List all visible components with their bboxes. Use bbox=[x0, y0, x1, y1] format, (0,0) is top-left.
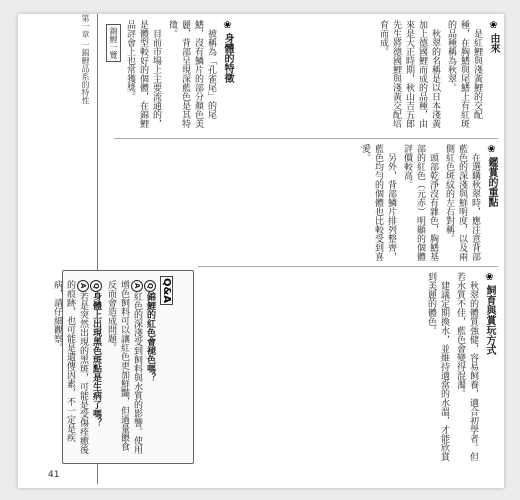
origin-para-2: 秋翠的名稱是以日本淺黃加上德國鯉而成的品種，由來是大正時期，秋山吉五郎先生將德國鯉與淺黃交配培育而成。 bbox=[378, 20, 440, 128]
section-heading-origin bbox=[487, 20, 500, 132]
section-body-features bbox=[118, 20, 234, 132]
band-divider-1 bbox=[114, 138, 498, 139]
qa-answer-1-text: 紅色的深淺受到飼料與水質的影響。使用增色飼料可以讓紅色更加鮮豔，但過量餵食反而會造成問題。 bbox=[106, 280, 142, 454]
flower-bullet-icon: ❀ bbox=[488, 20, 499, 31]
appreciation-para-1: 在選購秋翠時，應注意背部藍色的深淺與鮮明度，以及兩側紅色斑紋的左右對稱。 bbox=[444, 144, 480, 261]
origin-heading-text: 由來 bbox=[488, 33, 499, 53]
band-divider-2 bbox=[198, 266, 498, 267]
qa-question-1 bbox=[143, 280, 156, 458]
qa-title: Q&A bbox=[161, 278, 172, 303]
care-para-1: 秋翠的體質強健，容易飼養，適合初學者。但若水質不佳，藍色會變得混濁。 bbox=[455, 272, 478, 461]
appreciation-para-2: 頭部乾淨沒有雜色，胸鰭基部的紅色（元赤）明顯的個體評價較高。 bbox=[402, 144, 438, 261]
section-heading-appreciation bbox=[485, 144, 498, 262]
flower-bullet-icon: ❀ bbox=[222, 20, 233, 31]
care-heading-text: 飼育與賞玩方式 bbox=[484, 285, 495, 355]
body-heading-text: 身體的特徵 bbox=[222, 33, 233, 83]
question-badge-icon: Q bbox=[144, 280, 156, 292]
question-badge-icon: Q bbox=[90, 280, 102, 292]
section-origin bbox=[374, 20, 500, 132]
qa-answer-2 bbox=[50, 280, 89, 458]
appreciation-heading-text: 鑑賞的重點 bbox=[486, 157, 497, 207]
section-appreciation bbox=[118, 144, 498, 262]
book-page bbox=[18, 14, 504, 488]
qa-question-2 bbox=[89, 280, 102, 458]
qa-answer-2-text: 若是突然出現的黑斑，可能是受傷痊癒後的痕跡，也可能是遺傳因素，不一定是疾病，請仔細觀察。 bbox=[52, 280, 88, 454]
body-para-2: 目前市場上主要流通的，是體型較好的個體，在錦鯉品評會上也常獲獎。 bbox=[125, 20, 161, 128]
qa-question-1-text: 錦鯉的紅色會褪色嗎？ bbox=[145, 292, 155, 382]
qa-question-2-text: 身體上出現黑色斑點是生病了嗎？ bbox=[91, 292, 101, 427]
flower-bullet-icon: ❀ bbox=[484, 272, 495, 283]
body-para-1: 被稱為「孔雀尾」的尾鰭，沒有鱗片的部分顏色美麗，背部呈現深藍色是其特徵。 bbox=[167, 20, 216, 128]
care-para-2: 建議定期換水，並維持適當的水溫，才能欣賞到美麗的體色。 bbox=[426, 272, 449, 461]
answer-badge-icon: A bbox=[77, 280, 89, 292]
running-head-chapter: 第一章 一錦鯉品系的特性 bbox=[81, 14, 90, 105]
page-number: 41 bbox=[48, 470, 60, 480]
qa-content bbox=[52, 280, 156, 458]
running-head-text bbox=[80, 14, 91, 105]
section-tag: 錦鯉一覽 bbox=[106, 24, 121, 62]
section-heading-care bbox=[483, 272, 496, 462]
qa-answer-1 bbox=[104, 280, 143, 458]
section-care bbox=[204, 272, 496, 462]
answer-badge-icon: A bbox=[131, 280, 143, 292]
appreciation-para-3: 另外，背部鱗片排列整齊，藍色均勻的個體也比較受到喜愛。 bbox=[360, 144, 396, 261]
origin-para-1: 是紅鯉與淺黃鯉的交配種，在胸鰭與尾鰭上有紅斑的品種稱為秋翠。 bbox=[446, 20, 482, 128]
flower-bullet-icon: ❀ bbox=[486, 144, 497, 155]
section-heading-body bbox=[221, 20, 234, 132]
